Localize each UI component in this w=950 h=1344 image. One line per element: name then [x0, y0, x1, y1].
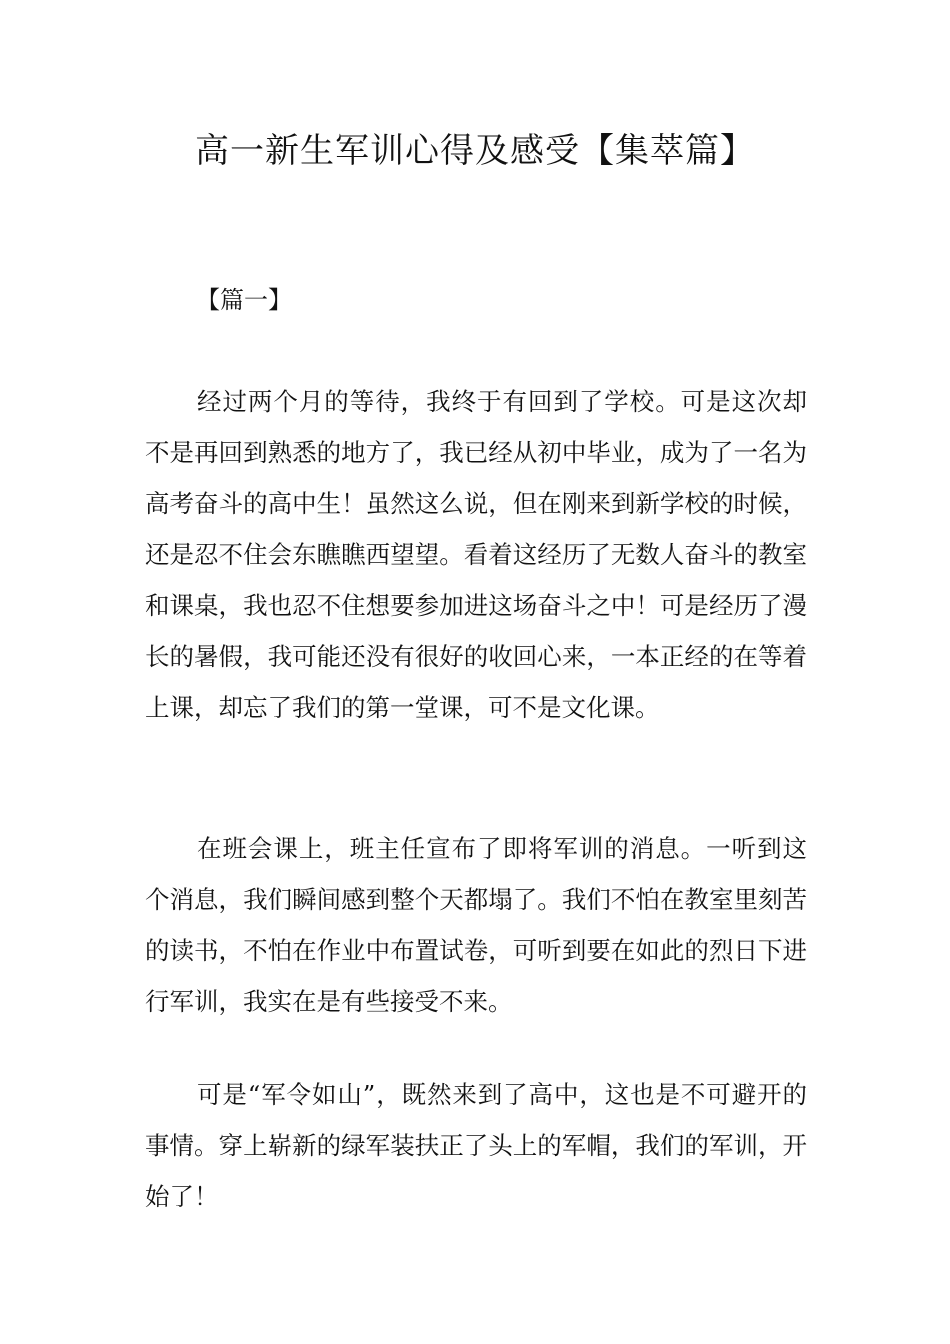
document-title: 高一新生军训心得及感受【集萃篇】: [195, 131, 755, 171]
section-heading: 【篇一】: [196, 286, 292, 314]
paragraph-2: 在班会课上，班主任宣布了即将军训的消息。一听到这个消息，我们瞬间感到整个天都塌了。我们不怕在教室里刻苦的读书，不怕在作业中布置试卷，可听到要在如此的烈日下进行军训，我实在是有些接受不来。: [145, 834, 807, 1016]
paragraph-1: 经过两个月的等待，我终于有回到了学校。可是这次却不是再回到熟悉的地方了，我已经从初中毕业，成为了一名为高考奋斗的高中生！虽然这么说，但在刚来到新学校的时候，还是忍不住会东瞧瞧西望望。看着这经历了无数人奋斗的教室和课桌，我也忍不住想要参加进这场奋斗之中！可是经历了漫长的暑假，我可能还没有很好的收回心来，一本正经的在等着上课，却忘了我们的第一堂课，可不是文化课。: [145, 387, 807, 722]
paragraph-3: 可是“军令如山”，既然来到了高中，这也是不可避开的事情。穿上崭新的绿军装扶正了头上的军帽，我们的军训，开始了！: [145, 1080, 807, 1211]
